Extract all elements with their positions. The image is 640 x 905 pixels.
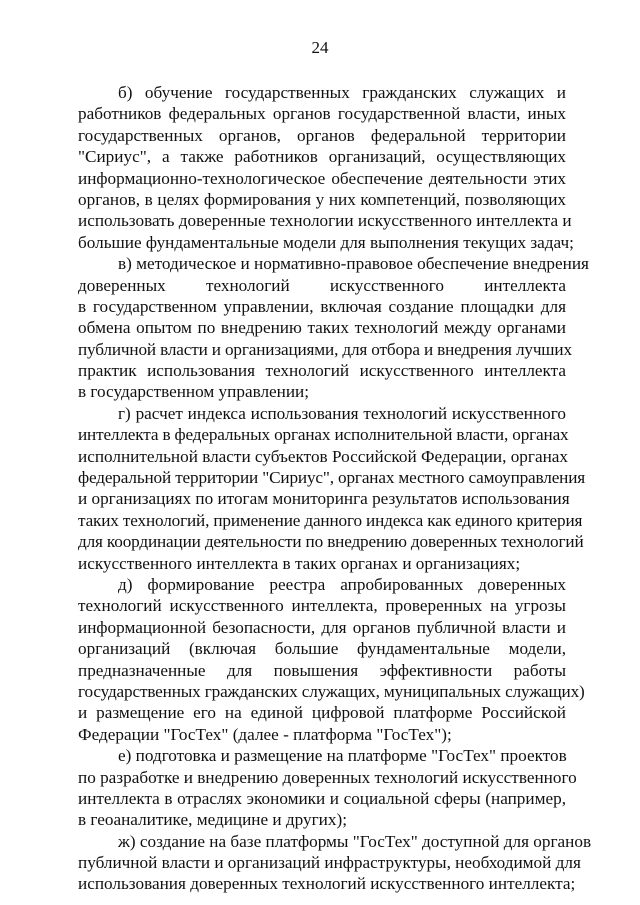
text-line: технологий искусственного интеллекта, проверенных на угрозы [78,596,566,616]
text-line: в государственном управлении; [78,382,310,402]
paragraph-b [78,82,574,253]
text-line: работников федеральных органов государственной власти, иных [78,104,566,124]
document-body [78,82,592,895]
text-line: использовать доверенные технологии искусственного интеллекта и [78,211,572,231]
text-line: предназначенные для повышения эффективности работы [78,660,566,680]
text-line: доверенных технологий искусственного интеллекта [78,275,566,295]
text-line: в) методическое и нормативно-правовое обеспечение внедрения [118,254,589,274]
text-line: использования доверенных технологий искусственного интеллекта; [78,874,576,894]
text-line: г) расчет индекса использования технологий искусственного [118,403,566,423]
text-line: федеральной территории "Сириус", органах местного самоуправления [78,468,586,488]
text-line: д) формирование реестра апробированных доверенных [118,574,566,594]
paragraph-zh [78,831,592,895]
text-line: органов, в целях формирования у них компетенций, позволяющих [78,189,566,209]
text-line: информационно-технологическое обеспечение деятельности этих [78,168,566,188]
text-line: по разработке и внедрению доверенных технологий искусственного [78,767,577,787]
paragraph-d [78,574,585,745]
text-line: в государственном управлении, включая создание площадки для [78,296,566,316]
text-line: для координации деятельности по внедрению доверенных технологий [78,532,584,552]
text-line: "Сириус", а также работников организаций, осуществляющих [78,147,566,167]
text-line: и организациях по итогам мониторинга результатов использования [78,489,570,509]
text-line: исполнительной власти субъектов Российской Федерации, органах [78,446,569,466]
text-line: практик использования технологий искусственного интеллекта [78,361,566,381]
text-line: публичной власти и организациями, для отбора и внедрения лучших [78,339,572,359]
text-line: организаций (включая большие фундаментальные модели, [78,639,566,659]
text-line: государственных гражданских служащих, муниципальных служащих) [78,681,585,701]
paragraph-e [78,745,577,831]
text-line: в геоаналитике, медицине и других); [78,810,347,830]
text-line: и размещение его на единой цифровой платформе Российской [78,703,566,723]
text-line: государственных органов, органов федеральной территории [78,125,566,145]
text-line: Федерации "ГосТех" (далее - платформа "ГосТех"); [78,724,452,744]
text-line: е) подготовка и размещение на платформе "ГосТех" проектов [118,746,567,766]
paragraph-g [78,403,586,574]
text-line: информационной безопасности, для органов публичной власти и [78,617,566,637]
text-line: интеллекта в федеральных органах исполнительной власти, органах [78,425,569,445]
text-line: интеллекта в отраслях экономики и социальной сферы (например, [78,788,566,808]
text-line: ж) создание на базе платформы "ГосТех" доступной для органов [118,831,592,851]
text-line: большие фундаментальные модели для выполнения текущих задач; [78,232,574,252]
text-line: таких технологий, применение данного индекса как единого критерия [78,510,583,530]
text-line: искусственного интеллекта в таких органах и организациях; [78,553,521,573]
text-line: публичной власти и организаций инфраструктуры, необходимой для [78,853,581,873]
paragraph-v [78,253,589,403]
page-number: 24 [311,38,329,57]
text-line: обмена опытом по внедрению таких технологий между органами [78,318,566,338]
text-line: б) обучение государственных гражданских служащих и [118,83,566,102]
